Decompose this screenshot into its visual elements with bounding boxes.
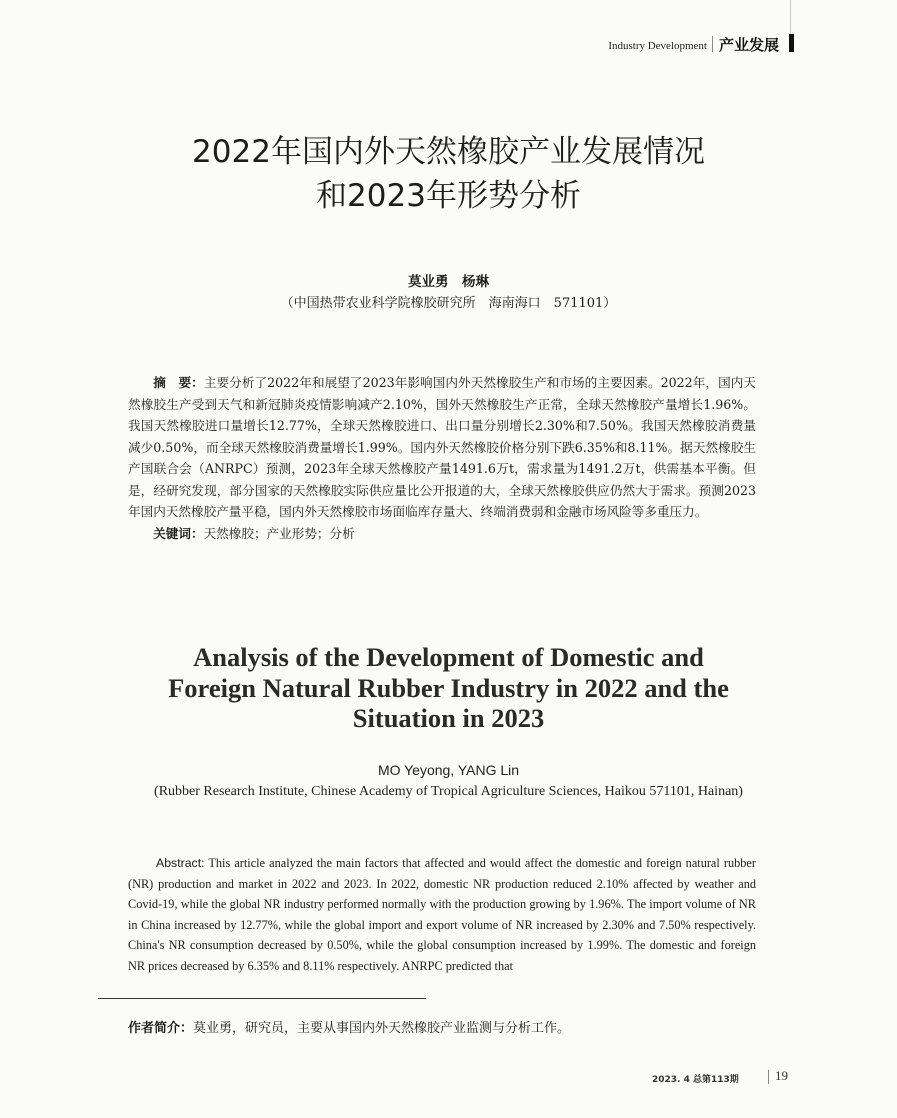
- title-zh-line-1: 2022年国内外天然橡胶产业发展情况: [192, 134, 705, 170]
- title-zh-line-2: 和2023年形势分析: [316, 178, 581, 214]
- author-note: [128, 1017, 570, 1036]
- abstract-en: [128, 853, 756, 977]
- header-bar-mark: [789, 34, 794, 52]
- abstract-zh-paragraph: [128, 372, 756, 523]
- title-en-line-3: Situation in 2023: [352, 703, 545, 733]
- footnote-rule: [98, 998, 426, 999]
- authors-en: MO Yeyong, YANG Lin: [377, 762, 520, 778]
- affiliation-zh: （中国热带农业科学院橡胶研究所 海南海口 571101）: [280, 296, 617, 311]
- abstract-zh-label: 摘 要：: [153, 375, 204, 390]
- abstract-en-text: This article analyzed the main factors that affected and would affect the domestic and foreign natural rubber (NR) production and market in 2022 and 2023. In 2022, domestic NR production reduced 2.10% affected by weather and Covid-19, while the global NR industry performed normally with the production growing by 1.96%. The import volume of NR in China increased by 12.77%, while the global import and export volume of NR increased by 2.30% and 7.50% respectively. China's NR consumption decreased by 0.50%, while the global consumption increased by 1.99%. The domestic and foreign NR prices decreased by 6.35% and 8.11% respectively. ANRPC predicted that: [128, 856, 756, 973]
- running-header-en: Industry Development: [608, 40, 707, 52]
- affiliation-en: (Rubber Research Institute, Chinese Academy of Tropical Agriculture Sciences, Haikou 571101, Hainan): [154, 784, 743, 799]
- author-note-text: 莫业勇，研究员，主要从事国内外天然橡胶产业监测与分析工作。: [193, 1021, 571, 1036]
- abstract-en-paragraph: [128, 853, 756, 977]
- page-number: 19: [775, 1068, 788, 1083]
- abstract-en-label: Abstract:: [156, 856, 205, 870]
- abstract-zh: [128, 372, 756, 544]
- title-zh: [60, 130, 837, 218]
- authors-zh: 莫业勇 杨琳: [408, 274, 489, 290]
- title-en-line-1: Analysis of the Development of Domestic and: [193, 642, 704, 672]
- header-divider: [712, 36, 713, 52]
- keywords-zh-label: 关键词：: [153, 525, 204, 541]
- abstract-zh-text: 主要分析了2022年和展望了2023年影响国内外天然橡胶生产和市场的主要因素。2022年，国内天然橡胶生产受到天气和新冠肺炎疫情影响减产2.10%，国外天然橡胶生产正常，全球天然橡胶产量增长1.96%。我国天然橡胶进口量增长12.77%，全球天然橡胶进口、出口量分别增长2.30%和7.50%。我国天然橡胶消费量减少0.50%，而全球天然橡胶消费量增长1.99%。国内外天然橡胶价格分别下跌6.35%和8.11%。据天然橡胶生产国联合会（ANRPC）预测，2023年全球天然橡胶产量1491.6万t，需求量为1491.2万t，供需基本平衡。但是，经研究发现，部分国家的天然橡胶实际供应量比公开报道的大，全球天然橡胶供应仍然大于需求。预测2023年国内天然橡胶产量平稳，国内外天然橡胶市场面临库存量大、终端消费弱和金融市场风险等多重压力。: [128, 375, 756, 519]
- footer-issue: 2023. 4 总第113期: [652, 1075, 739, 1085]
- title-en-line-2: Foreign Natural Rubber Industry in 2022 and the: [168, 672, 729, 703]
- title-en: [60, 642, 837, 734]
- footer-divider: [768, 1070, 769, 1084]
- keywords-zh-text: 天然橡胶；产业形势；分析: [203, 525, 355, 541]
- running-header-zh: 产业发展: [719, 36, 780, 54]
- keywords-zh: [128, 523, 756, 545]
- author-note-label: 作者简介：: [128, 1021, 194, 1036]
